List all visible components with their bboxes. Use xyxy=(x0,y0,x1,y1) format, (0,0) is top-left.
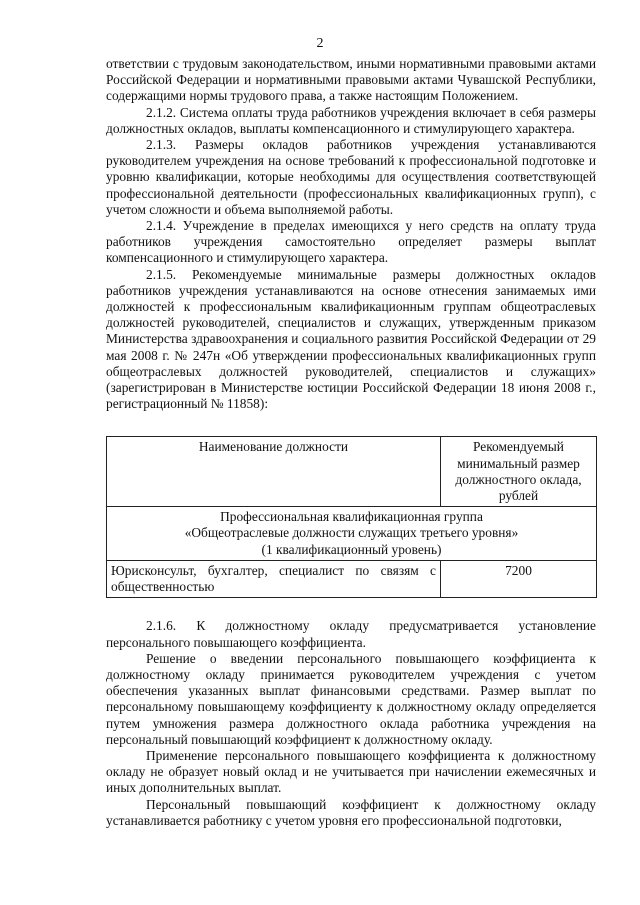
table-header-row xyxy=(107,437,597,507)
page-number: 2 xyxy=(316,36,324,51)
table-row xyxy=(107,560,597,597)
header-position: Наименование должности xyxy=(107,437,441,507)
paragraph-2-1-2: 2.1.2. Система оплаты труда работников учреждения включает в себя размеры должностных окладов, выплаты компенсационного и стимулирующего характера. xyxy=(106,104,596,136)
paragraph-coefficient-decision: Решение о введении персонального повышающего коэффициента к должностному окладу принимается руководителем учреждения с учетом обеспечения указанных выплат финансовыми средствами. Размер выплат по персональному повышающему коэффициенту к должностному окладу определяется путем умножения размера должностного оклада работника учреждения на персональный повышающий коэффициент к должностному окладу. xyxy=(106,650,596,747)
paragraph-2-1-3: 2.1.3. Размеры окладов работников учреждения устанавливаются руководителем учреждения на основе требований к профессиональной подготовке и уровню квалификации, которые необходимы для осуществления соответствующей профессиональной деятельности (профессиональных квалификационных групп), с учетом сложности и объема выполняемой работы. xyxy=(106,137,596,217)
qualification-group xyxy=(107,507,597,561)
group-line-1: Профессиональная квалификационная группа xyxy=(220,509,483,525)
paragraph-continuation: ответствии с трудовым законодательством, иными нормативными правовыми актами Российской Федерации и нормативными правовыми актами Чувашской Республики, содержащими нормы трудового права, а также настоящим Положением. xyxy=(106,56,596,104)
document-body xyxy=(106,56,596,829)
paragraph-coefficient-application: Применение персонального повышающего коэффициента к должностному окладу не образует новый оклад и не учитывается при начислении ежемесячных и иных дополнительных выплат. xyxy=(106,747,596,796)
salary-table xyxy=(106,436,597,598)
header-salary: Рекомендуемый минимальный размер должностного оклада, рублей xyxy=(441,437,597,507)
paragraph-2-1-6: 2.1.6. К должностному окладу предусматривается установление персонального повышающего коэффициента. xyxy=(106,618,596,650)
group-line-3: (1 квалификационный уровень) xyxy=(261,541,442,557)
row-salary: 7200 xyxy=(441,560,597,597)
paragraph-2-1-4: 2.1.4. Учреждение в пределах имеющихся у него средств на оплату труда работников учреждения самостоятельно определяет размеры выплат компенсационного и стимулирующего характера. xyxy=(106,218,596,266)
paragraph-2-1-5: 2.1.5. Рекомендуемые минимальные размеры должностных окладов работников учреждения устанавливаются на основе отнесения занимаемых ими должностей к профессиональным квалификационным группам общеотраслевых должностей руководителей, специалистов и служащих, утвержденным приказом Министерства здравоохранения и социального развития Российской Федерации от 29 мая 2008 г. № 247н «Об утверждении профессиональных квалификационных групп общеотраслевых должностей руководителей, специалистов и служащих» (зарегистрирован в Министерстве юстиции Российской Федерации 18 июня 2008 г., регистрационный № 11858): xyxy=(106,266,596,412)
table-group-row xyxy=(107,507,597,561)
row-position: Юрисконсульт, бухгалтер, специалист по связям с общественностью xyxy=(107,560,441,597)
group-line-2: «Общеотраслевые должности служащих третьего уровня» xyxy=(184,525,519,541)
paragraph-coefficient-setting: Персональный повышающий коэффициент к должностному окладу устанавливается работнику с учетом уровня его профессиональной подготовки, xyxy=(106,796,596,828)
